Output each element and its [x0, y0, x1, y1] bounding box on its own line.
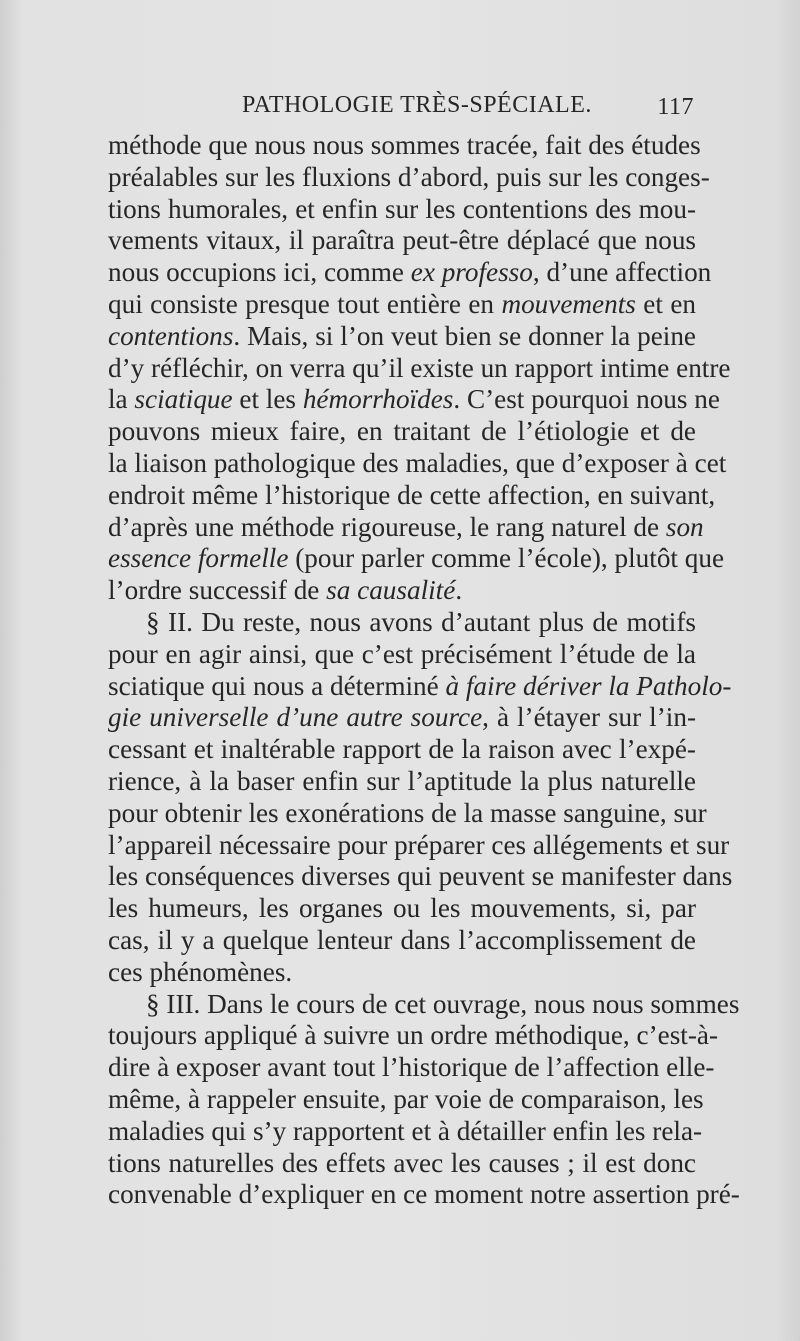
text-line: essence formelle (pour parler comme l’école), plutôt que — [108, 543, 725, 574]
text-line: la sciatique et les hémorrhoïdes. C’est pourquoi nous ne — [108, 384, 720, 415]
text-line: nous occupions ici, comme ex professo, d’une affection — [108, 257, 712, 288]
text-line: ces phénomènes. — [108, 956, 293, 987]
text-line: § III. Dans le cours de cet ouvrage, nous nous sommes — [146, 988, 740, 1019]
text-line: d’après une méthode rigoureuse, le rang naturel de son — [108, 511, 704, 542]
text-line: les humeurs, les organes ou les mouvements, si, par — [108, 893, 696, 924]
text-line: préalables sur les fluxions d’abord, puis sur les conges- — [108, 161, 710, 192]
text-line: la liaison pathologique des maladies, que d’exposer à cet — [108, 447, 727, 478]
text-line: même, à rappeler ensuite, par voie de comparaison, les — [108, 1083, 704, 1114]
body-text — [108, 130, 740, 1211]
running-title: PATHOLOGIE TRÈS-SPÉCIALE. — [242, 92, 592, 118]
text-line: toujours appliqué à suivre un ordre méthodique, c’est-à- — [108, 1020, 719, 1051]
text-line: les conséquences diverses qui peuvent se manifester dans — [108, 861, 733, 892]
text-line: endroit même l’historique de cette affection, en suivant, — [108, 479, 716, 510]
text-line: d’y réfléchir, on verra qu’il existe un rapport intime entre — [108, 352, 731, 383]
text-line: qui consiste presque tout entière en mouvements et en — [108, 288, 696, 319]
text-line: pouvons mieux faire, en traitant de l’étiologie et de — [108, 416, 696, 447]
text-line: maladies qui s’y rapportent et à détailler enfin les rela- — [108, 1115, 703, 1146]
text-line: sciatique qui nous a déterminé à faire dériver la Patholo- — [108, 670, 732, 701]
text-line: § II. Du reste, nous avons d’autant plus de motifs — [146, 606, 696, 637]
text-line: méthode que nous nous sommes tracée, fait des études — [108, 130, 701, 160]
text-line: tions humorales, et enfin sur les contentions des mou- — [108, 193, 696, 224]
running-head — [0, 92, 800, 122]
text-line: l’ordre successif de sa causalité. — [108, 575, 463, 606]
text-line: vements vitaux, il paraîtra peut-être déplacé que nous — [108, 225, 696, 256]
text-line: l’appareil nécessaire pour préparer ces allégements et sur — [108, 829, 730, 860]
page-number: 117 — [657, 94, 694, 120]
text-line: rience, à la baser enfin sur l’aptitude la plus naturelle — [108, 765, 696, 796]
text-line: dire à exposer avant tout l’historique de l’affection elle- — [108, 1052, 715, 1083]
text-line: cas, il y a quelque lenteur dans l’accomplissement de — [108, 924, 696, 955]
text-line: pour obtenir les exonérations de la masse sanguine, sur — [108, 797, 707, 828]
text-line: contentions. Mais, si l’on veut bien se donner la peine — [108, 320, 696, 351]
text-line: pour en agir ainsi, que c’est précisément l’étude de la — [108, 638, 696, 669]
text-line: gie universelle d’une autre source, à l’étayer sur l’in- — [108, 702, 696, 733]
text-line: cessant et inaltérable rapport de la raison avec l’expé- — [108, 734, 696, 765]
text-line: convenable d’expliquer en ce moment notre assertion pré- — [108, 1179, 740, 1210]
text-line: tions naturelles des effets avec les causes ; il est donc — [108, 1147, 696, 1178]
